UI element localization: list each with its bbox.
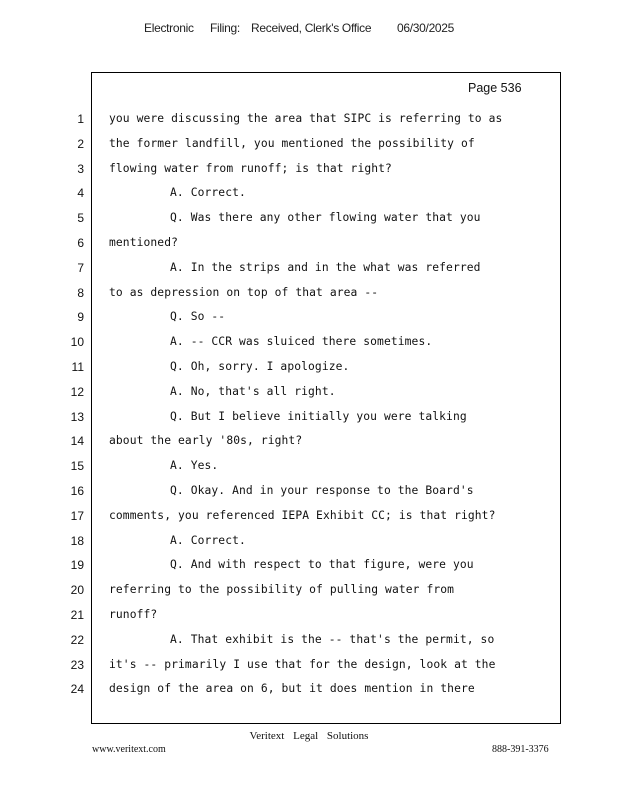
transcript-line: the former landfill, you mentioned the possibility of: [109, 136, 475, 150]
footer-company: Veritext Legal Solutions: [249, 730, 369, 742]
transcript-line: mentioned?: [109, 235, 179, 249]
line-number: 17: [70, 508, 84, 523]
transcript-line: Q. So --: [170, 310, 226, 324]
line-number: 12: [70, 384, 84, 399]
page-number: Page 536: [468, 81, 522, 95]
transcript-line: Q. Oh, sorry. I apologize.: [170, 359, 350, 373]
transcript-line: A. Correct.: [170, 533, 246, 547]
line-number: 24: [70, 682, 84, 697]
transcript-line: A. -- CCR was sluiced there sometimes.: [170, 335, 433, 349]
line-number: 2: [77, 136, 84, 151]
transcript-line: Q. And with respect to that figure, were you: [170, 558, 474, 572]
header-received: Received, Clerk's Office: [251, 21, 372, 35]
header-filing: Filing:: [210, 21, 240, 35]
line-number: 13: [70, 409, 84, 424]
line-number: 21: [70, 607, 84, 622]
transcript-line: about the early '80s, right?: [109, 434, 303, 448]
line-number: 4: [77, 186, 84, 201]
line-number: 6: [77, 235, 84, 250]
line-number: 15: [70, 459, 84, 474]
transcript-line: comments, you referenced IEPA Exhibit CC; is that right?: [109, 508, 496, 522]
transcript-line: you were discussing the area that SIPC is referring to as: [109, 112, 503, 125]
transcript-line: A. Correct.: [170, 186, 246, 200]
transcript-line: Q. But I believe initially you were talking: [170, 409, 467, 423]
line-number: 1: [77, 112, 84, 126]
transcript-line: runoff?: [109, 607, 158, 621]
line-number: 23: [70, 657, 84, 672]
footer-website: www.veritext.com: [92, 744, 166, 755]
transcript-line: Q. Okay. And in your response to the Board's: [170, 483, 474, 497]
header-electronic: Electronic: [144, 21, 194, 35]
transcript-line: Q. Was there any other flowing water that you: [170, 211, 481, 225]
transcript-line: referring to the possibility of pulling water from: [109, 583, 455, 597]
transcript-line: flowing water from runoff; is that right?: [109, 161, 392, 175]
line-number: 3: [77, 161, 84, 176]
line-number: 14: [70, 434, 84, 449]
line-number: 10: [70, 335, 84, 350]
transcript-line: to as depression on top of that area --: [109, 285, 379, 299]
line-number: 9: [77, 310, 84, 325]
line-number: 5: [77, 211, 84, 226]
header-date: 06/30/2025: [397, 21, 455, 35]
transcript-line: A. Yes.: [170, 459, 219, 473]
line-number: 7: [77, 260, 84, 275]
transcript-line: A. In the strips and in the what was referred: [170, 260, 481, 274]
transcript-body: [109, 110, 549, 705]
line-number: 20: [70, 583, 84, 598]
line-number: 19: [70, 558, 84, 573]
transcript-line: A. No, that's all right.: [170, 384, 336, 398]
transcript-line: it's -- primarily I use that for the design, look at the: [109, 657, 496, 671]
transcript-line: design of the area on 6, but it does mention in there: [109, 682, 475, 696]
line-number: 22: [70, 632, 84, 647]
line-number-column: [60, 110, 84, 705]
line-number: 16: [70, 483, 84, 498]
footer-phone: 888-391-3376: [492, 744, 549, 755]
line-number: 18: [70, 533, 84, 548]
line-number: 8: [77, 285, 84, 300]
transcript-line: A. That exhibit is the -- that's the permit, so: [170, 632, 495, 646]
line-number: 11: [71, 359, 84, 374]
